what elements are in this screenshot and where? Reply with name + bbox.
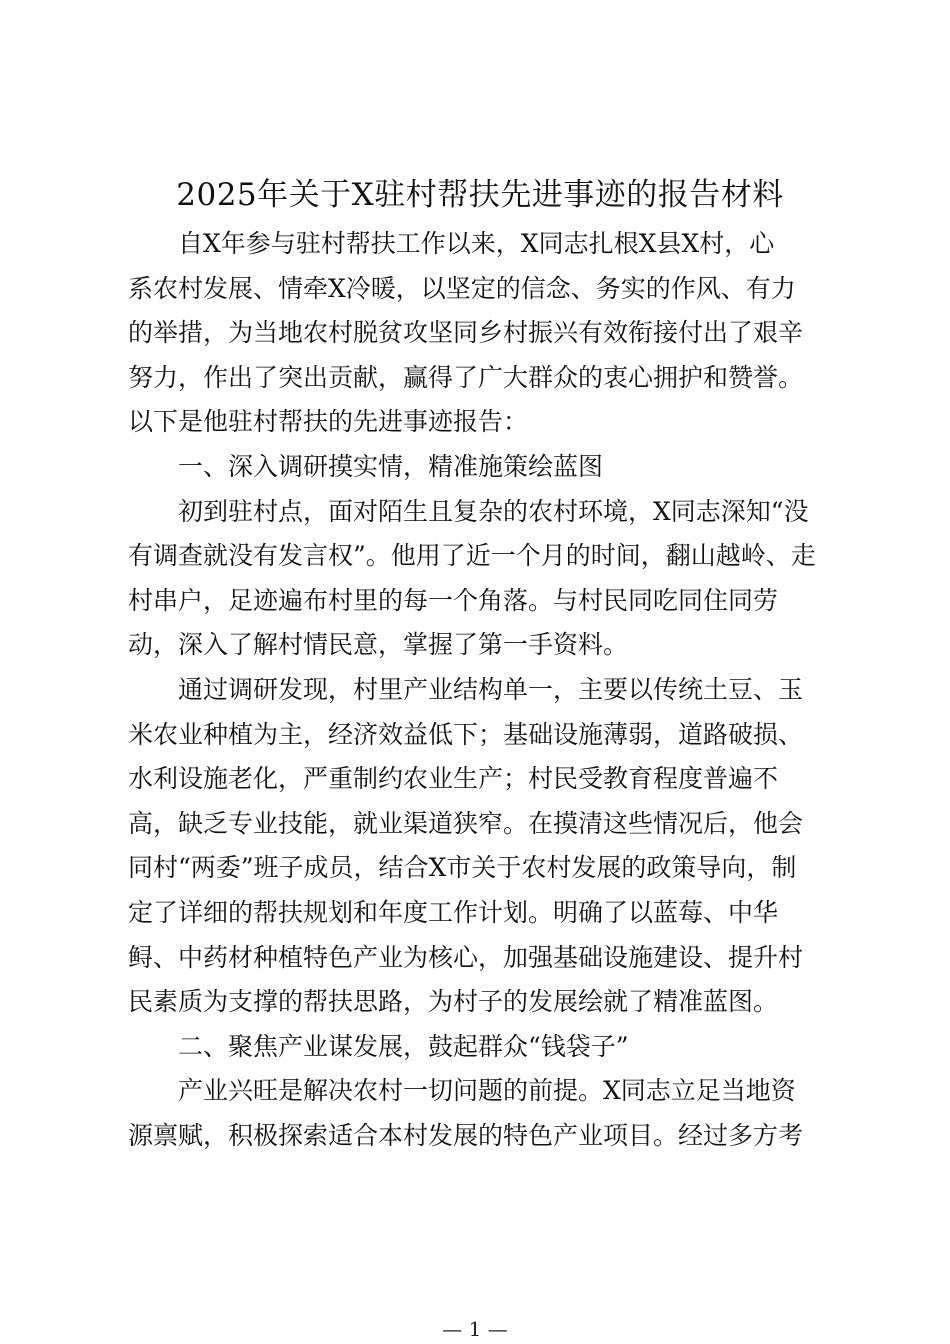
text-line: 民素质为支撑的帮扶思路，为村子的发展绘就了精准蓝图。 [128, 987, 779, 1017]
text-line: 有调查就没有发言权”。他用了近一个月的时间，翻山越岭、走 [128, 541, 816, 571]
text-line: 米农业种植为主，经济效益低下；基础设施薄弱，道路破损、 [128, 719, 804, 749]
text-line: 产业兴旺是解决农村一切问题的前提。X同志立足当地资 [178, 1076, 796, 1106]
text-line: 鲟、中药材种植特色产业为核心，加强基础设施建设、提升村 [128, 942, 804, 972]
text-line: 系农村发展、情牵X冷暖，以坚定的信念、务实的作风、有力 [128, 273, 796, 303]
text-line: 一、深入调研摸实情，精准施策绘蓝图 [178, 451, 604, 481]
document-title: 2025年关于X驻村帮扶先进事迹的报告材料 [176, 177, 784, 213]
text-line: 努力，作出了突出贡献，赢得了广大群众的衷心拥护和赞誉。 [128, 362, 804, 392]
page-number: — 1 — [442, 1317, 508, 1341]
text-line: 二、聚焦产业谋发展，鼓起群众“钱袋子” [178, 1031, 629, 1061]
text-line: 村串户，足迹遍布村里的每一个角落。与村民同吃同住同劳 [128, 585, 779, 615]
text-line: 的举措，为当地农村脱贫攻坚同乡村振兴有效衔接付出了艰辛 [128, 318, 804, 348]
text-line: 定了详细的帮扶规划和年度工作计划。明确了以蓝莓、中华 [128, 897, 779, 927]
text-line: 高，缺乏专业技能，就业渠道狭窄。在摸清这些情况后，他会 [128, 808, 804, 838]
text-line: 以下是他驻村帮扶的先进事迹报告： [128, 407, 529, 437]
text-line: 源禀赋，积极探索适合本村发展的特色产业项目。经过多方考 [128, 1120, 804, 1150]
text-line: 通过调研发现，村里产业结构单一，主要以传统土豆、玉 [178, 674, 804, 704]
text-line: 水利设施老化，严重制约农业生产；村民受教育程度普遍不 [128, 764, 779, 794]
text-line: 动，深入了解村情民意，掌握了第一手资料。 [128, 630, 629, 660]
document-body [128, 222, 838, 1158]
text-line: 同村“两委”班子成员，结合X市关于农村发展的政策导向，制 [128, 853, 797, 883]
text-line: 自X年参与驻村帮扶工作以来，X同志扎根X县X村，心 [178, 229, 775, 258]
text-line: 初到驻村点，面对陌生且复杂的农村环境，X同志深知“没 [178, 496, 809, 526]
